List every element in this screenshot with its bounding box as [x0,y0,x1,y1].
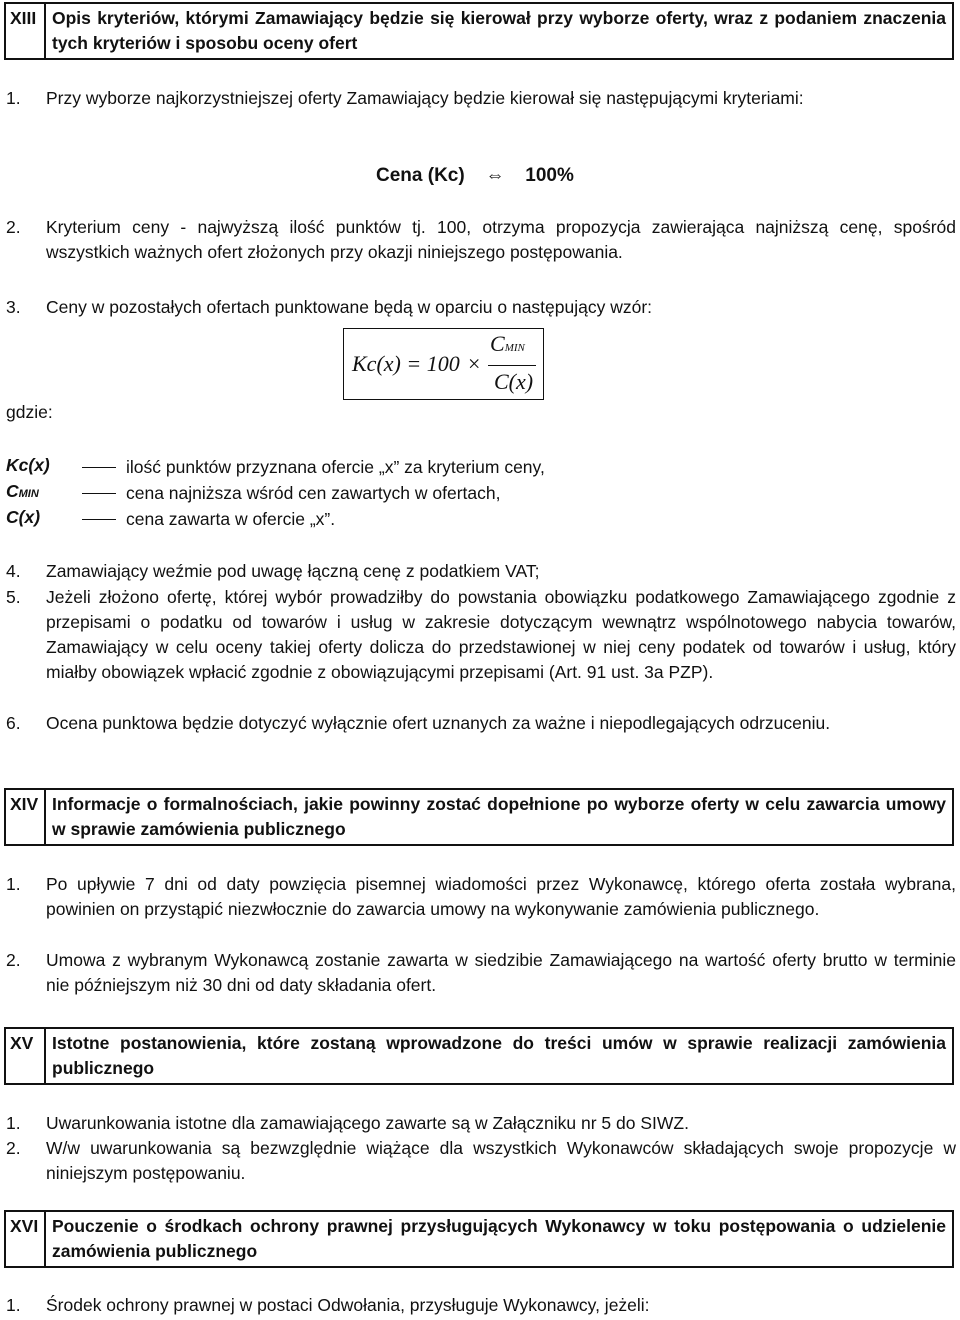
formula-box [343,328,544,400]
gdzie-label: gdzie: [6,402,53,422]
list-item: 1. Przy wyborze najkorzystniejszej oferty Zamawiający będzie kierował się następującymi kryteriami: [6,88,804,108]
definition-row: C(x) cena zawarta w ofercie „x”. [6,507,336,529]
criterion-weight: 100% [525,165,574,186]
list-item: 1. Po upływie 7 dni od daty powzięcia pisemnej wiadomości przez Wykonawcę, którego oferta została wybrana, powinien on przystąpić niezwłocznie do zawarcia umowy na wykonywanie zamówienia publicznego. [6,874,956,919]
definition-row: CMIN cena najniższa wśród cen zawartych w ofertach, [6,481,501,503]
dash-line [82,493,116,494]
list-item: 6. Ocena punktowa będzie dotyczyć wyłącznie ofert uznanych za ważne i niepodlegających odrzuceniu. [6,713,831,733]
formula-lhs: Kc(x) = 100 [352,351,460,376]
section-number: XVI [6,1212,46,1266]
section-title: Informacje o formalnościach, jakie powinny zostać dopełnione po wyborze oferty w celu zawarcia umowy w sprawie zamówienia publicznego [52,794,946,839]
list-item: 2. Umowa z wybranym Wykonawcą zostanie zawarta w siedzibie Zamawiającego na wartość oferty brutto w terminie nie późniejszym niż 30 dni od daty składania ofert. [6,950,956,995]
section-number: XIV [6,790,46,844]
list-item: 2. W/w uwarunkowania są bezwzględnie wiążące dla wszystkich Wykonawców składających swoje propozycje w niniejszym postępowaniu. [6,1138,956,1183]
list-item: 1. Uwarunkowania istotne dla zamawiającego zawarte są w Załączniku nr 5 do SIWZ. [6,1113,689,1133]
section-xvi-header [4,1210,954,1268]
section-xv-header [4,1027,954,1085]
multiply-sign: × [468,351,481,376]
section-title: Opis kryteriów, którymi Zamawiający będzie się kierował przy wyborze oferty, wraz z podaniem znaczenia tych kryteriów i sposobu oceny ofert [52,8,946,53]
formula-numerator: CMIN [490,331,525,356]
formula-denominator: C(x) [494,369,534,394]
criterion-name: Cena (Kc) [376,165,465,186]
list-item: 2. Kryterium ceny - najwyższą ilość punktów tj. 100, otrzyma propozycja zawierająca najniższą cenę, spośród wszystkich ważnych ofert złożonych przy okazji niniejszego postępowania. [6,217,956,262]
section-number: XIII [6,4,46,58]
dash-line [82,467,116,468]
section-title: Istotne postanowienia, które zostaną wprowadzone do treści umów w sprawie realizacji zamówienia publicznego [52,1033,946,1078]
double-arrow-icon: ⇔ [485,165,505,186]
list-item: 5. Jeżeli złożono ofertę, której wybór prowadziłby do powstania obowiązku podatkowego Zamawiającego zgodnie z przepisami o podatku od towarów i usług w zakresie dotyczącym wewnątrz wspólnotowego nabycia towarów, Zamawiający w celu oceny takiej oferty dolicza do przedstawionej w niej ceny podatek od towarów i usług, który miałby obowiązek wpłacić zgodnie z obowiązującymi przepisami (Art. 91 ust. 3a PZP). [6,587,956,682]
section-xiii-header [4,2,954,60]
section-number: XV [6,1029,46,1083]
criterion-line [376,163,574,188]
definition-row: Kc(x) ilość punktów przyznana ofercie „x” za kryterium ceny, [6,455,545,477]
fraction-bar [488,365,536,366]
list-item: 1. Środek ochrony prawnej w postaci Odwołania, przysługuje Wykonawcy, jeżeli: [6,1295,650,1315]
section-title: Pouczenie o środkach ochrony prawnej przysługujących Wykonawcy w toku postępowania o udzielenie zamówienia publicznego [52,1216,946,1261]
list-item: 4. Zamawiający weźmie pod uwagę łączną cenę z podatkiem VAT; [6,561,540,581]
list-item: 3. Ceny w pozostałych ofertach punktowane będą w oparciu o następujący wzór: [6,297,653,317]
dash-line [82,519,116,520]
definitions-list [6,454,906,532]
section-xiv-header [4,788,954,846]
